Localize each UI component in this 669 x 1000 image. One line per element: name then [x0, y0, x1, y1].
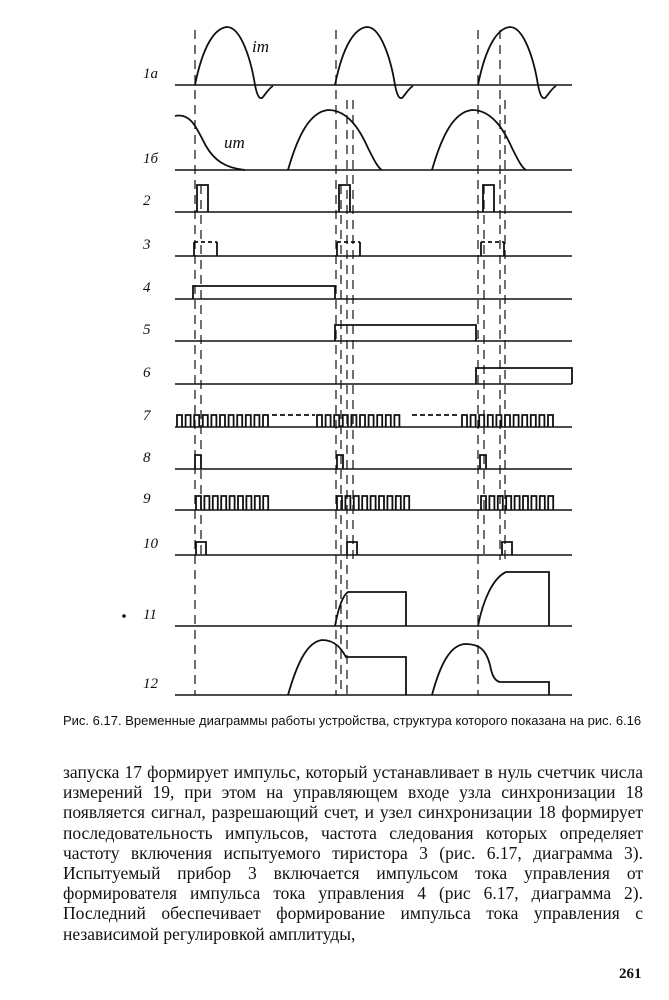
- enable-signal-6: [476, 368, 572, 384]
- current-label: iт: [252, 37, 269, 56]
- enable-signal-4: [193, 286, 335, 299]
- train7-pulse: [360, 415, 365, 427]
- gate-pulse: [197, 185, 208, 212]
- row-label: 7: [143, 408, 151, 424]
- train9-pulse: [506, 496, 511, 510]
- train7-pulse: [254, 415, 259, 427]
- train7-pulse: [351, 415, 356, 427]
- pulse-8: [480, 455, 486, 469]
- train9-pulse: [387, 496, 392, 510]
- signals: [175, 27, 572, 695]
- train9-pulse: [196, 496, 201, 510]
- train9-pulse: [230, 496, 235, 510]
- margin-dot: [122, 614, 126, 618]
- train7-pulse: [514, 415, 519, 427]
- row-label: 6: [143, 365, 151, 381]
- pulse-8: [195, 455, 201, 469]
- train7-pulse: [488, 415, 493, 427]
- row-label: 9: [143, 491, 151, 507]
- train7-pulse: [505, 415, 510, 427]
- train7-pulse: [496, 415, 501, 427]
- train7-pulse: [177, 415, 182, 427]
- train9-pulse: [523, 496, 528, 510]
- row-label: 10: [143, 536, 158, 552]
- body-paragraph: запуска 17 формирует импульс, который устанавливает в нуль счетчик числа измерений 19, при этом на управляющем входе узла синхронизации 18 появляется сигнал, разрешающий счет, и узел синхронизации 18 формирует последовательность импульсов, частота следования которых определяет частоту включения испытуемого тиристора 3 (рис. 6.17, диаграмма 3). Испытуемый прибор 3 включается импульсом тока управления от формирователя импульса тока управления 4 (рис 6.17, диаграмма 2). Последний обеспечивает формирование импульса тока управления с независимой регулировкой амплитуды,: [63, 762, 643, 944]
- row-labels: [122, 66, 158, 692]
- dashed-guides: [195, 30, 505, 695]
- train7-pulse: [220, 415, 225, 427]
- train7-pulse: [229, 415, 234, 427]
- train7-pulse: [462, 415, 467, 427]
- train7-pulse: [369, 415, 374, 427]
- page-number: 261: [619, 966, 642, 982]
- train7-pulse: [186, 415, 191, 427]
- train9-pulse: [540, 496, 545, 510]
- train7-pulse: [386, 415, 391, 427]
- train9-pulse: [238, 496, 243, 510]
- train9-pulse: [515, 496, 520, 510]
- train9-pulse: [371, 496, 376, 510]
- row-label: 3: [143, 237, 151, 253]
- train9-pulse: [548, 496, 553, 510]
- current-halfwave: [335, 27, 413, 98]
- train7-pulse: [317, 415, 322, 427]
- train7-pulse: [394, 415, 399, 427]
- enable-signal-5: [335, 325, 476, 341]
- row-label: 1a: [143, 66, 158, 82]
- train9-pulse: [489, 496, 494, 510]
- row-label: 1б: [143, 151, 159, 167]
- train9-pulse: [263, 496, 268, 510]
- train7-pulse: [211, 415, 216, 427]
- pulse-10: [347, 542, 357, 555]
- train7-pulse: [246, 415, 251, 427]
- train7-pulse: [471, 415, 476, 427]
- baselines: [175, 85, 572, 695]
- voltage-halfwave: [288, 110, 382, 170]
- train7-pulse: [237, 415, 242, 427]
- pulse-8: [337, 455, 343, 469]
- row-label: 4: [143, 280, 151, 296]
- train9-pulse: [362, 496, 367, 510]
- train7-pulse: [326, 415, 331, 427]
- train7-pulse: [334, 415, 339, 427]
- row-label: 5: [143, 322, 151, 338]
- train9-pulse: [396, 496, 401, 510]
- train9-pulse: [221, 496, 226, 510]
- train7-pulse: [263, 415, 268, 427]
- gate-pulse: [483, 185, 494, 212]
- body-text: [63, 762, 643, 944]
- output-12: [432, 644, 549, 695]
- train9-pulse: [246, 496, 251, 510]
- figure-caption: Рис. 6.17. Временные диаграммы работы устройства, структура которого показана на рис. 6.16: [63, 713, 642, 728]
- voltage-label: uт: [224, 133, 245, 152]
- voltage-halfwave: [432, 110, 526, 170]
- row-label: 2: [143, 193, 151, 209]
- train7-pulse: [203, 415, 208, 427]
- row-label: 12: [143, 676, 158, 692]
- train7-pulse: [522, 415, 527, 427]
- train9-pulse: [255, 496, 260, 510]
- current-halfwave: [478, 27, 556, 98]
- row-label: 11: [143, 607, 157, 623]
- train9-pulse: [345, 496, 350, 510]
- train9-pulse: [379, 496, 384, 510]
- train9-pulse: [204, 496, 209, 510]
- train9-pulse: [354, 496, 359, 510]
- train7-pulse: [377, 415, 382, 427]
- ramp-hold-11: [335, 592, 406, 626]
- train7-pulse: [539, 415, 544, 427]
- train9-pulse: [213, 496, 218, 510]
- train9-pulse: [404, 496, 409, 510]
- pulse-10: [502, 542, 512, 555]
- row-label: 8: [143, 450, 151, 466]
- train7-pulse: [548, 415, 553, 427]
- train9-pulse: [531, 496, 536, 510]
- train7-pulse: [531, 415, 536, 427]
- ramp-hold-11: [478, 572, 549, 626]
